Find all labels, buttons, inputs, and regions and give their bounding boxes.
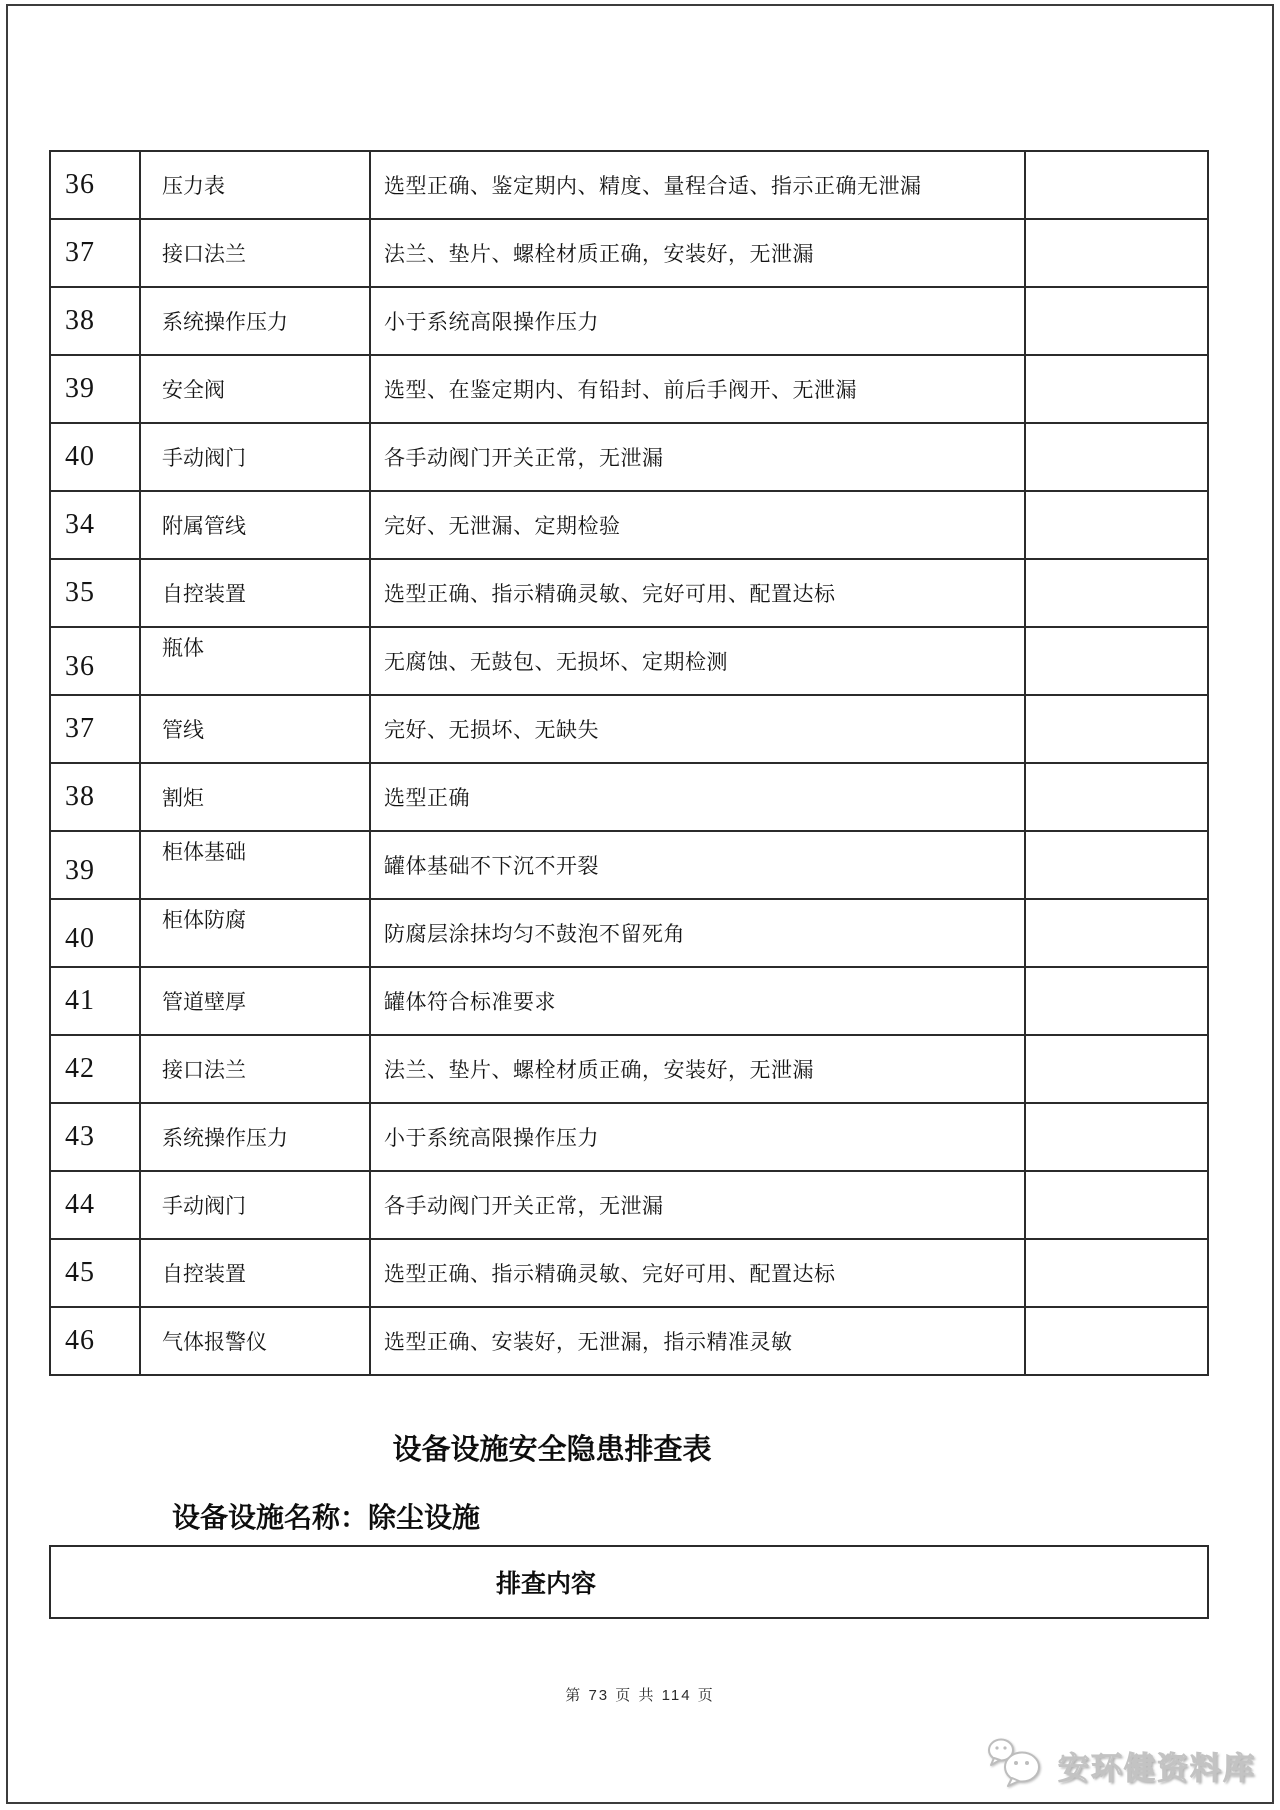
row-number: 37 (65, 237, 95, 268)
inspection-content: 选型正确、鉴定期内、精度、量程合适、指示正确无泄漏 (384, 174, 922, 198)
inspection-content-cell (370, 1307, 1025, 1375)
row-number-cell (50, 423, 140, 491)
inspection-content: 小于系统高限操作压力 (384, 1126, 599, 1150)
equipment-name: 气体报警仪 (162, 1330, 267, 1354)
equipment-name: 柜体防腐 (162, 908, 246, 932)
row-number-cell (50, 219, 140, 287)
row-number-cell (50, 491, 140, 559)
row-number: 39 (65, 855, 95, 886)
table-row (50, 1307, 1208, 1375)
table-row (50, 1035, 1208, 1103)
inspection-content: 各手动阀门开关正常，无泄漏 (384, 1194, 664, 1218)
equipment-name-cell (140, 1035, 370, 1103)
equipment-name: 系统操作压力 (162, 310, 288, 334)
table-row (50, 559, 1208, 627)
equipment-name: 压力表 (162, 174, 225, 198)
equipment-name: 附属管线 (162, 514, 246, 538)
result-empty-cell (1025, 1103, 1208, 1171)
page-title: 设备设施安全隐患排查表 (392, 1434, 712, 1466)
inspection-content: 法兰、垫片、螺栓材质正确，安装好，无泄漏 (384, 1058, 814, 1082)
row-number: 41 (65, 985, 95, 1016)
row-number: 37 (65, 713, 95, 744)
result-empty-cell (1025, 151, 1208, 219)
equipment-name-cell (140, 1239, 370, 1307)
inspection-content-cell (370, 423, 1025, 491)
equipment-name-cell (140, 219, 370, 287)
table-row (50, 355, 1208, 423)
result-empty-cell (1025, 899, 1208, 967)
table-row (50, 967, 1208, 1035)
table-row (50, 423, 1208, 491)
facility-name-label: 设备设施名称： (172, 1502, 369, 1533)
result-empty-cell (1025, 559, 1208, 627)
result-empty-cell (1025, 491, 1208, 559)
row-number: 36 (65, 169, 95, 200)
inspection-content: 选型正确 (384, 786, 470, 810)
equipment-name: 手动阀门 (162, 1194, 246, 1218)
wechat-bubbles-icon (986, 1736, 1050, 1794)
inspection-content-cell (370, 1103, 1025, 1171)
page-number-footer: 第 73 页 共 114 页 (565, 1687, 715, 1704)
row-number: 36 (65, 651, 95, 682)
table-row (50, 219, 1208, 287)
inspection-content: 各手动阀门开关正常，无泄漏 (384, 446, 664, 470)
result-empty-cell (1025, 695, 1208, 763)
equipment-name-cell (140, 559, 370, 627)
equipment-name: 管道壁厚 (162, 990, 246, 1014)
result-empty-cell (1025, 1035, 1208, 1103)
row-number: 40 (65, 441, 95, 472)
result-empty-cell (1025, 627, 1208, 695)
result-empty-cell (1025, 763, 1208, 831)
row-number-cell (50, 627, 140, 695)
result-empty-cell (1025, 219, 1208, 287)
inspection-content: 小于系统高限操作压力 (384, 310, 599, 334)
equipment-name-cell (140, 491, 370, 559)
inspection-content: 罐体基础不下沉不开裂 (384, 854, 599, 878)
table-row (50, 627, 1208, 695)
equipment-name: 割炬 (162, 786, 204, 810)
row-number: 43 (65, 1121, 95, 1152)
equipment-name: 自控装置 (162, 1262, 246, 1286)
inspection-content: 防腐层涂抹均匀不鼓泡不留死角 (384, 922, 685, 946)
row-number-cell (50, 1307, 140, 1375)
row-number: 39 (65, 373, 95, 404)
equipment-name-cell (140, 151, 370, 219)
inspection-content-cell (370, 831, 1025, 899)
equipment-name-cell (140, 423, 370, 491)
row-number: 44 (65, 1189, 95, 1220)
inspection-content: 完好、无泄漏、定期检验 (384, 514, 621, 538)
row-number-cell (50, 1171, 140, 1239)
inspection-content: 无腐蚀、无鼓包、无损坏、定期检测 (384, 650, 728, 674)
result-empty-cell (1025, 287, 1208, 355)
inspection-content-cell (370, 219, 1025, 287)
row-number-cell (50, 1103, 140, 1171)
inspection-content-cell (370, 695, 1025, 763)
row-number: 46 (65, 1325, 95, 1356)
table-row (50, 1239, 1208, 1307)
equipment-name-cell (140, 967, 370, 1035)
result-empty-cell (1025, 831, 1208, 899)
inspection-content: 选型正确、指示精确灵敏、完好可用、配置达标 (384, 1262, 836, 1286)
watermark-text: 安环健资料库 (1058, 1750, 1256, 1786)
table-row (50, 1103, 1208, 1171)
result-empty-cell (1025, 355, 1208, 423)
row-number-cell (50, 287, 140, 355)
inspection-content-cell (370, 1171, 1025, 1239)
result-empty-cell (1025, 1239, 1208, 1307)
equipment-name-cell (140, 1171, 370, 1239)
result-empty-cell (1025, 1171, 1208, 1239)
table-row (50, 491, 1208, 559)
inspection-content-cell (370, 151, 1025, 219)
equipment-name: 系统操作压力 (162, 1126, 288, 1150)
row-number: 35 (65, 577, 95, 608)
inspection-content: 完好、无损坏、无缺失 (384, 718, 599, 742)
equipment-name-cell (140, 355, 370, 423)
equipment-name: 接口法兰 (162, 242, 246, 266)
facility-name-value: 除尘设施 (368, 1502, 481, 1533)
equipment-name-cell (140, 287, 370, 355)
equipment-name: 管线 (162, 718, 204, 742)
row-number-cell (50, 695, 140, 763)
row-number-cell (50, 1035, 140, 1103)
row-number-cell (50, 831, 140, 899)
inspection-content-cell (370, 491, 1025, 559)
result-empty-cell (1025, 1307, 1208, 1375)
watermark (986, 1736, 1256, 1794)
inspection-content: 罐体符合标准要求 (384, 990, 556, 1014)
row-number: 45 (65, 1257, 95, 1288)
facility-name-line (172, 1496, 480, 1536)
inspection-content-cell (370, 899, 1025, 967)
inspection-content: 选型正确、安装好，无泄漏，指示精准灵敏 (384, 1330, 793, 1354)
equipment-name-cell (140, 627, 370, 695)
row-number-cell (50, 559, 140, 627)
inspection-content-cell (370, 967, 1025, 1035)
result-empty-cell (1025, 967, 1208, 1035)
row-number: 34 (65, 509, 95, 540)
inspection-table (49, 150, 1209, 1376)
row-number: 38 (65, 781, 95, 812)
inspection-content-header-box (49, 1545, 1209, 1619)
row-number-cell (50, 1239, 140, 1307)
inspection-content-header: 排查内容 (495, 1570, 596, 1598)
inspection-content-cell (370, 763, 1025, 831)
row-number: 42 (65, 1053, 95, 1084)
table-row (50, 831, 1208, 899)
result-empty-cell (1025, 423, 1208, 491)
equipment-name-cell (140, 695, 370, 763)
row-number-cell (50, 151, 140, 219)
table-row (50, 899, 1208, 967)
row-number-cell (50, 899, 140, 967)
table-row (50, 287, 1208, 355)
table-row (50, 695, 1208, 763)
equipment-name-cell (140, 899, 370, 967)
row-number: 38 (65, 305, 95, 336)
equipment-name: 手动阀门 (162, 446, 246, 470)
equipment-name: 安全阀 (162, 378, 225, 402)
row-number-cell (50, 355, 140, 423)
equipment-name: 自控装置 (162, 582, 246, 606)
inspection-content-cell (370, 355, 1025, 423)
equipment-name: 柜体基础 (162, 840, 246, 864)
inspection-content-cell (370, 1239, 1025, 1307)
equipment-name-cell (140, 763, 370, 831)
equipment-name-cell (140, 1103, 370, 1171)
table-row (50, 1171, 1208, 1239)
table-row (50, 151, 1208, 219)
row-number-cell (50, 967, 140, 1035)
inspection-content-cell (370, 287, 1025, 355)
inspection-content-cell (370, 559, 1025, 627)
row-number-cell (50, 763, 140, 831)
inspection-content: 法兰、垫片、螺栓材质正确，安装好，无泄漏 (384, 242, 814, 266)
equipment-name-cell (140, 1307, 370, 1375)
equipment-name-cell (140, 831, 370, 899)
inspection-content-cell (370, 1035, 1025, 1103)
inspection-content-cell (370, 627, 1025, 695)
equipment-name: 瓶体 (162, 636, 204, 660)
inspection-content: 选型、在鉴定期内、有铅封、前后手阀开、无泄漏 (384, 378, 857, 402)
inspection-content: 选型正确、指示精确灵敏、完好可用、配置达标 (384, 582, 836, 606)
equipment-name: 接口法兰 (162, 1058, 246, 1082)
row-number: 40 (65, 923, 95, 954)
table-row (50, 763, 1208, 831)
